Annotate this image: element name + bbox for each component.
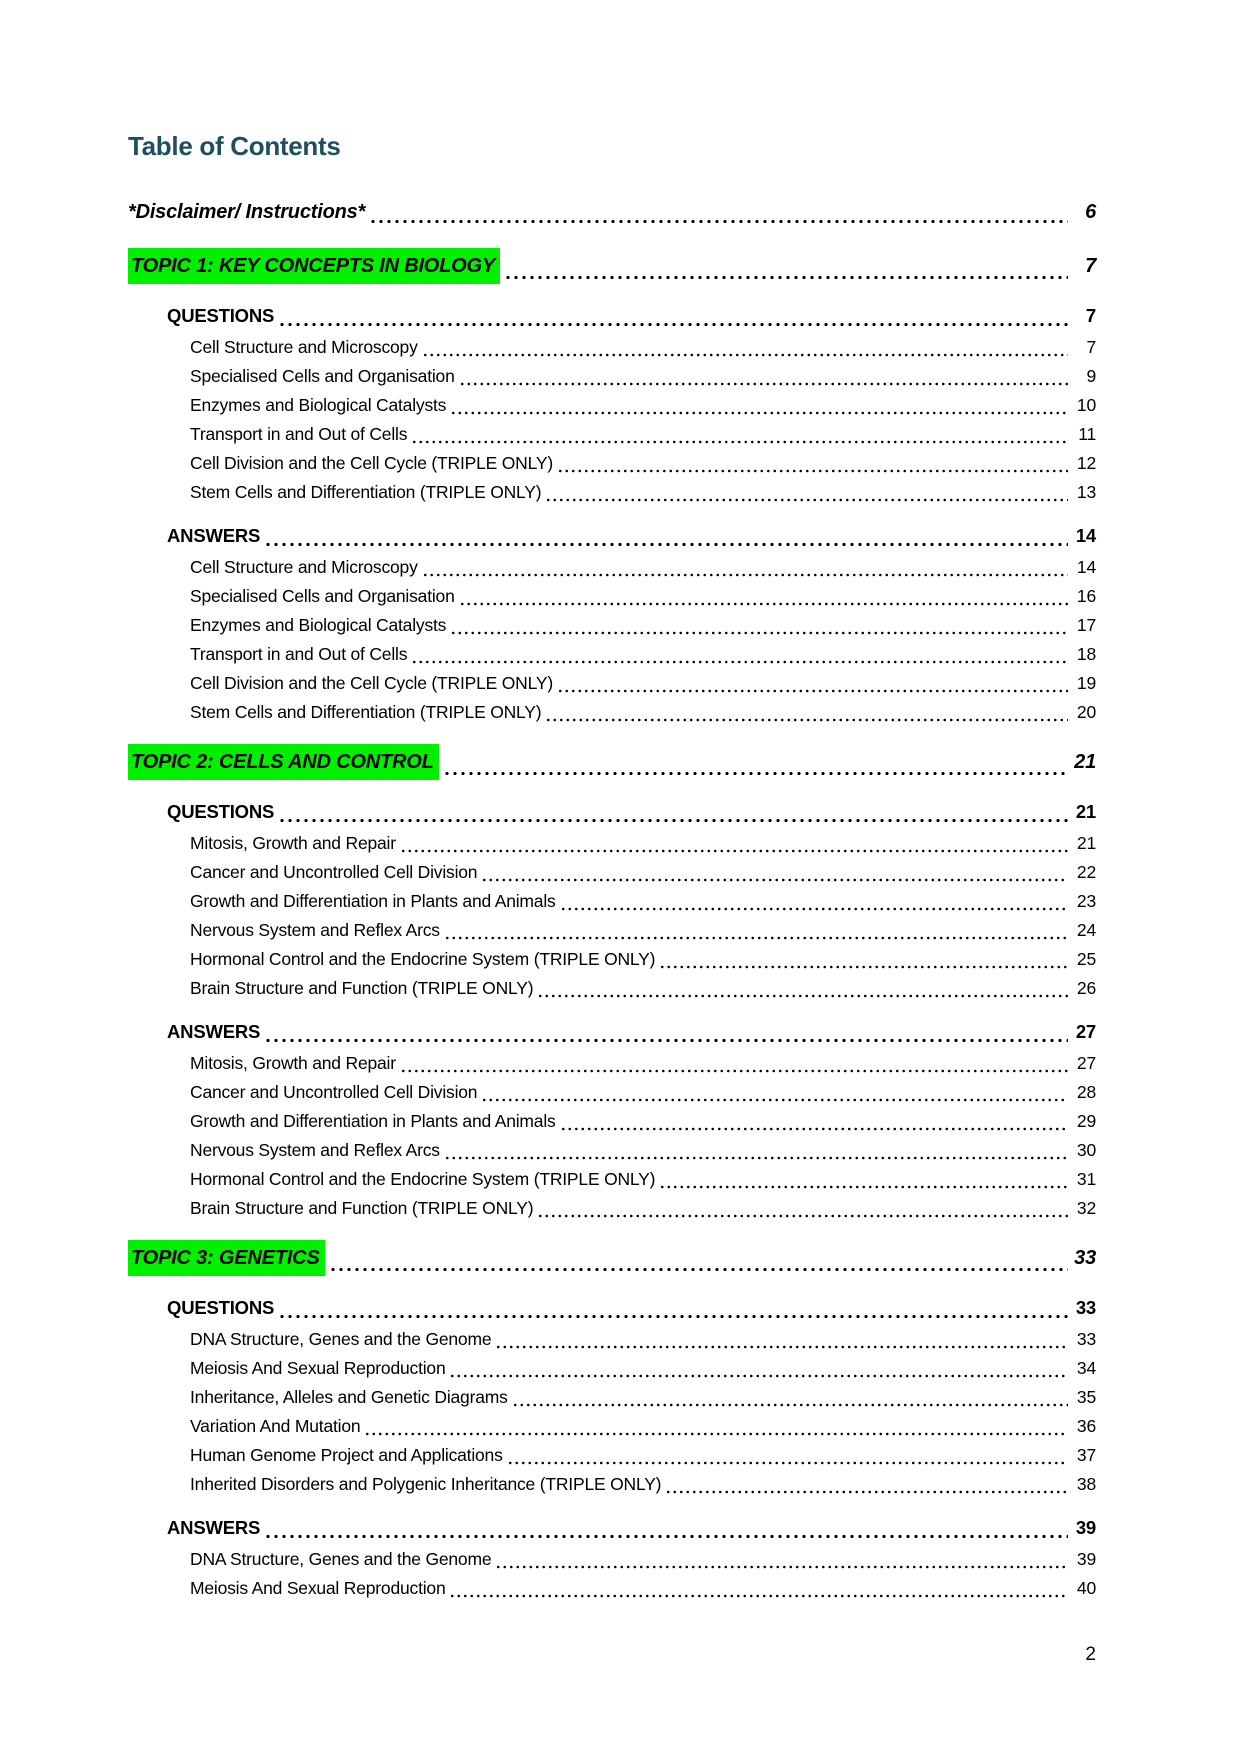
toc-entry-subtopic[interactable] — [128, 1383, 1096, 1412]
toc-entry-label: Meiosis And Sexual Reproduction — [190, 1358, 446, 1378]
toc-entry-page-number: 39 — [1075, 1517, 1096, 1538]
dotted-leader — [364, 1432, 1068, 1436]
toc-entry-label: QUESTIONS — [167, 801, 275, 822]
toc-entry-page-number: 12 — [1076, 453, 1096, 473]
toc-entry-label: Nervous System and Reflex Arcs — [190, 1140, 440, 1160]
toc-entry-subtopic[interactable] — [128, 1136, 1096, 1165]
toc-entry-label: Hormonal Control and the Endocrine System (TRIPLE ONLY) — [190, 949, 656, 969]
toc-entry-subtopic[interactable] — [128, 640, 1096, 669]
toc-entry-section[interactable] — [128, 521, 1096, 551]
toc-entry-subtopic[interactable] — [128, 829, 1096, 858]
dotted-leader — [411, 660, 1068, 664]
dotted-leader — [400, 1069, 1068, 1073]
dotted-leader — [444, 1156, 1068, 1160]
toc-entry-page-number: 6 — [1085, 201, 1096, 223]
toc-entry-label-highlighted: TOPIC 3: GENETICS — [128, 1240, 325, 1276]
toc-entry-subtopic[interactable] — [128, 1354, 1096, 1383]
toc-entry-subtopic[interactable] — [128, 1441, 1096, 1470]
dotted-leader — [264, 1534, 1068, 1539]
dotted-leader — [537, 994, 1068, 998]
toc-entry-label: Enzymes and Biological Catalysts — [190, 615, 447, 635]
toc-entry-subtopic[interactable] — [128, 1049, 1096, 1078]
dotted-leader — [450, 631, 1068, 635]
toc-entry-subtopic[interactable] — [128, 1194, 1096, 1223]
dotted-leader — [537, 1214, 1068, 1218]
dotted-leader — [459, 602, 1068, 606]
toc-entry-page-number: 37 — [1076, 1445, 1096, 1465]
dotted-leader — [665, 1490, 1068, 1494]
toc-entry-page-number: 28 — [1076, 1082, 1096, 1102]
dotted-leader — [422, 353, 1068, 357]
toc-entry-label: Enzymes and Biological Catalysts — [190, 395, 447, 415]
toc-entry-subtopic[interactable] — [128, 916, 1096, 945]
toc-entry-page-number: 31 — [1076, 1169, 1096, 1189]
toc-entry-subtopic[interactable] — [128, 1412, 1096, 1441]
dotted-leader — [659, 1185, 1068, 1189]
toc-entry-label: Transport in and Out of Cells — [190, 424, 408, 444]
toc-entry-page-number: 36 — [1076, 1416, 1096, 1436]
toc-entry-label: Specialised Cells and Organisation — [190, 586, 455, 606]
dotted-leader — [411, 440, 1068, 444]
toc-entry-page-number: 38 — [1076, 1474, 1096, 1494]
toc-entry-page-number: 22 — [1076, 862, 1096, 882]
toc-entry-page-number: 14 — [1075, 525, 1096, 546]
toc-entry-page-number: 11 — [1078, 424, 1096, 444]
toc-entry-label: Stem Cells and Differentiation (TRIPLE ONLY) — [190, 702, 542, 722]
toc-entry-subtopic[interactable] — [128, 945, 1096, 974]
toc-entry-page-number: 32 — [1076, 1198, 1096, 1218]
toc-entry-subtopic[interactable] — [128, 391, 1096, 420]
toc-entry-subtopic[interactable] — [128, 1574, 1096, 1603]
dotted-leader — [495, 1345, 1068, 1349]
dotted-leader — [481, 1098, 1068, 1102]
toc-entry-subtopic[interactable] — [128, 1470, 1096, 1499]
dotted-leader — [545, 718, 1068, 722]
dotted-leader — [278, 322, 1068, 327]
toc-entry-label: Hormonal Control and the Endocrine System (TRIPLE ONLY) — [190, 1169, 656, 1189]
toc-entry-label: Mitosis, Growth and Repair — [190, 1053, 396, 1073]
document-page — [128, 130, 1096, 1665]
dotted-leader — [459, 382, 1068, 386]
toc-entry-subtopic[interactable] — [128, 420, 1096, 449]
toc-entry-page-number: 14 — [1076, 557, 1096, 577]
dotted-leader — [507, 1461, 1068, 1465]
toc-entry-label: Cell Structure and Microscopy — [190, 337, 418, 357]
toc-entry-page-number: 21 — [1076, 833, 1096, 853]
toc-entry-label: Cancer and Uncontrolled Cell Division — [190, 1082, 478, 1102]
toc-entry-label: *Disclaimer/ Instructions* — [128, 201, 366, 223]
toc-entry-label: ANSWERS — [167, 1517, 261, 1538]
dotted-leader — [560, 1127, 1068, 1131]
toc-entry-subtopic[interactable] — [128, 1165, 1096, 1194]
toc-entry-subtopic[interactable] — [128, 698, 1096, 727]
toc-entry-label-highlighted: TOPIC 2: CELLS AND CONTROL — [128, 744, 439, 780]
toc-entry-label: QUESTIONS — [167, 305, 275, 326]
toc-entry-subtopic[interactable] — [128, 887, 1096, 916]
toc-entry-page-number: 30 — [1076, 1140, 1096, 1160]
toc-entry-page-number: 13 — [1076, 482, 1096, 502]
toc-entry-section[interactable] — [128, 1293, 1096, 1323]
toc-entry-section[interactable] — [128, 301, 1096, 331]
toc-entry-label-highlighted: TOPIC 1: KEY CONCEPTS IN BIOLOGY — [128, 248, 500, 284]
toc-entry-subtopic[interactable] — [128, 974, 1096, 1003]
toc-entry-label: Variation And Mutation — [190, 1416, 361, 1436]
toc-entry-label: Brain Structure and Function (TRIPLE ONLY) — [190, 1198, 534, 1218]
toc-entry-subtopic[interactable] — [128, 1078, 1096, 1107]
toc-entry-page-number: 9 — [1086, 366, 1096, 386]
toc-entry-subtopic[interactable] — [128, 553, 1096, 582]
dotted-leader — [278, 1314, 1068, 1319]
toc-entry-label: Nervous System and Reflex Arcs — [190, 920, 440, 940]
toc-entry-page-number: 39 — [1076, 1549, 1096, 1569]
toc-entry-label: Specialised Cells and Organisation — [190, 366, 455, 386]
toc-entry-label: DNA Structure, Genes and the Genome — [190, 1329, 492, 1349]
toc-entry-label: Cell Structure and Microscopy — [190, 557, 418, 577]
toc-entry-label: Cell Division and the Cell Cycle (TRIPLE ONLY) — [190, 453, 553, 473]
toc-entry-subtopic[interactable] — [128, 1325, 1096, 1354]
dotted-leader — [450, 411, 1068, 415]
toc-entry-page-number: 19 — [1076, 673, 1096, 693]
dotted-leader — [443, 771, 1068, 776]
dotted-leader — [659, 965, 1068, 969]
dotted-leader — [264, 1038, 1068, 1043]
dotted-leader — [449, 1594, 1068, 1598]
toc-entry-page-number: 10 — [1076, 395, 1096, 415]
toc-entry-subtopic[interactable] — [128, 858, 1096, 887]
toc-entry-label: Cell Division and the Cell Cycle (TRIPLE ONLY) — [190, 673, 553, 693]
toc-entry-section[interactable] — [128, 1513, 1096, 1543]
toc-entry-page-number: 20 — [1076, 702, 1096, 722]
toc-entry-subtopic[interactable] — [128, 669, 1096, 698]
dotted-leader — [444, 936, 1068, 940]
toc-entry-page-number: 26 — [1076, 978, 1096, 998]
toc-entry-page-number: 17 — [1076, 615, 1096, 635]
toc-entry-subtopic[interactable] — [128, 449, 1096, 478]
toc-entry-page-number: 33 — [1074, 1247, 1096, 1269]
toc-entry-subtopic[interactable] — [128, 362, 1096, 391]
dotted-leader — [481, 878, 1068, 882]
toc-entry-label: Transport in and Out of Cells — [190, 644, 408, 664]
toc-entry-subtopic[interactable] — [128, 582, 1096, 611]
toc-entry-label: Stem Cells and Differentiation (TRIPLE ONLY) — [190, 482, 542, 502]
dotted-leader — [449, 1374, 1068, 1378]
toc-entry-page-number: 34 — [1076, 1358, 1096, 1378]
dotted-leader — [422, 573, 1068, 577]
toc-entry-label: Inheritance, Alleles and Genetic Diagrams — [190, 1387, 508, 1407]
toc-entry-label: Growth and Differentiation in Plants and Animals — [190, 891, 556, 911]
toc-entry-label: ANSWERS — [167, 1021, 261, 1042]
toc-entry-page-number: 23 — [1076, 891, 1096, 911]
toc-entry-label: Meiosis And Sexual Reproduction — [190, 1578, 446, 1598]
dotted-leader — [369, 219, 1068, 224]
dotted-leader — [278, 818, 1068, 823]
toc-entry-page-number: 33 — [1076, 1329, 1096, 1349]
toc-entry-label: Human Genome Project and Applications — [190, 1445, 503, 1465]
toc-entry-page-number: 40 — [1076, 1578, 1096, 1598]
toc-entry-label: DNA Structure, Genes and the Genome — [190, 1549, 492, 1569]
dotted-leader — [400, 849, 1068, 853]
toc-entry-page-number: 33 — [1075, 1297, 1096, 1318]
toc-entry-page-number: 7 — [1085, 255, 1096, 277]
toc-entry-section[interactable] — [128, 797, 1096, 827]
toc-title: Table of Contents — [128, 131, 341, 161]
toc-entry-topic[interactable] — [128, 248, 1096, 284]
toc-entry-label: Mitosis, Growth and Repair — [190, 833, 396, 853]
toc-entry-page-number: 29 — [1076, 1111, 1096, 1131]
toc-entry-label: Cancer and Uncontrolled Cell Division — [190, 862, 478, 882]
toc-entry-label: ANSWERS — [167, 525, 261, 546]
toc-entry-page-number: 27 — [1075, 1021, 1096, 1042]
dotted-leader — [264, 542, 1068, 547]
toc-entry-page-number: 18 — [1076, 644, 1096, 664]
dotted-leader — [557, 469, 1068, 473]
toc-entry-topic[interactable] — [128, 744, 1096, 780]
toc-entry-label: Brain Structure and Function (TRIPLE ONLY) — [190, 978, 534, 998]
dotted-leader — [545, 498, 1068, 502]
toc-entry-subtopic[interactable] — [128, 1107, 1096, 1136]
toc-entry-page-number: 7 — [1085, 305, 1096, 326]
toc-entry-topic[interactable] — [128, 196, 1096, 228]
toc-entry-page-number: 27 — [1076, 1053, 1096, 1073]
toc-entry-subtopic[interactable] — [128, 478, 1096, 507]
dotted-leader — [560, 907, 1068, 911]
toc-entry-page-number: 7 — [1086, 337, 1096, 357]
dotted-leader — [495, 1565, 1068, 1569]
toc-entry-page-number: 24 — [1076, 920, 1096, 940]
toc-entry-page-number: 35 — [1076, 1387, 1096, 1407]
toc-entry-page-number: 25 — [1076, 949, 1096, 969]
dotted-leader — [557, 689, 1068, 693]
toc-entry-subtopic[interactable] — [128, 1545, 1096, 1574]
toc-entry-label: Inherited Disorders and Polygenic Inheritance (TRIPLE ONLY) — [190, 1474, 662, 1494]
toc-entry-page-number: 21 — [1075, 801, 1096, 822]
toc-entry-section[interactable] — [128, 1017, 1096, 1047]
toc-entry-page-number: 21 — [1074, 751, 1096, 773]
toc-entry-page-number: 16 — [1076, 586, 1096, 606]
toc-entry-label: Growth and Differentiation in Plants and Animals — [190, 1111, 556, 1131]
dotted-leader — [329, 1267, 1069, 1272]
page-number: 2 — [1085, 1644, 1096, 1665]
toc-entry-subtopic[interactable] — [128, 611, 1096, 640]
dotted-leader — [512, 1403, 1068, 1407]
dotted-leader — [504, 275, 1068, 280]
toc-entry-subtopic[interactable] — [128, 333, 1096, 362]
toc-entry-label: QUESTIONS — [167, 1297, 275, 1318]
toc-entry-topic[interactable] — [128, 1240, 1096, 1276]
toc-list — [128, 196, 1096, 1603]
